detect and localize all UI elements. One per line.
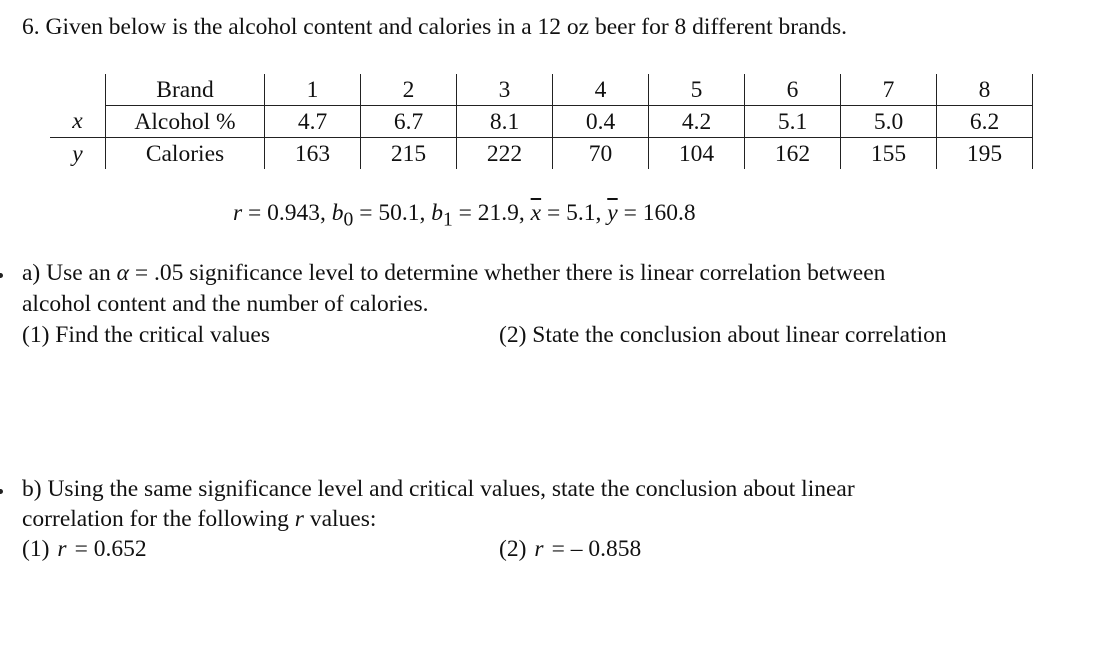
alpha-symbol: α <box>116 260 129 286</box>
r-symbol: r <box>233 200 243 226</box>
b0-symbol: b <box>331 200 344 226</box>
alcohol-cell: 6.7 <box>361 106 457 138</box>
b0-value: = 50.1, <box>353 200 432 226</box>
table-corner-cell <box>50 74 106 106</box>
question-a-bullet <box>0 273 3 278</box>
b1-subscript: 1 <box>442 209 453 231</box>
r-value-1: = 0.652 <box>74 536 147 562</box>
brand-cell: 5 <box>649 74 745 106</box>
alcohol-cell: 0.4 <box>553 106 649 138</box>
brand-label: Brand <box>106 74 265 106</box>
calories-cell: 215 <box>361 138 457 170</box>
y-bar-value: = 160.8 <box>617 200 696 226</box>
question-a-line-1 <box>22 260 885 287</box>
r-value-2: = – 0.858 <box>551 536 642 562</box>
question-b-text: correlation for the following <box>22 506 295 532</box>
part-label: (2) <box>499 536 527 562</box>
brand-cell: 4 <box>553 74 649 106</box>
question-a-line-2: alcohol content and the number of calories. <box>22 291 429 317</box>
table-header-row <box>50 74 1033 106</box>
brand-cell: 6 <box>745 74 841 106</box>
question-b-part-1 <box>22 536 147 563</box>
brand-cell: 1 <box>265 74 361 106</box>
part-label: (1) <box>22 536 50 562</box>
x-bar-symbol: $\overline{x}$ <box>530 200 542 226</box>
brand-cell: 2 <box>361 74 457 106</box>
b0-subscript: 0 <box>343 209 354 231</box>
r-variable: r <box>534 536 544 562</box>
calories-cell: 70 <box>553 138 649 170</box>
y-bar-symbol: $\overline{y}$ <box>607 200 618 226</box>
x-variable-label: x <box>50 106 106 138</box>
question-b-part-2 <box>499 536 641 563</box>
calories-cell: 222 <box>457 138 553 170</box>
question-a-part-2: (2) State the conclusion about linear correlation <box>499 322 947 348</box>
question-b-line-1: b) Using the same significance level and critical values, state the conclusion about linear <box>22 476 855 502</box>
x-bar-value: = 5.1, <box>541 200 608 226</box>
regression-statistics <box>233 200 696 232</box>
alcohol-cell: 4.7 <box>265 106 361 138</box>
alcohol-cell: 4.2 <box>649 106 745 138</box>
alcohol-cell: 8.1 <box>457 106 553 138</box>
question-b-bullet <box>0 489 3 494</box>
table-row-calories <box>50 138 1033 170</box>
alcohol-label: Alcohol % <box>106 106 265 138</box>
calories-label: Calories <box>106 138 265 170</box>
alcohol-cell: 5.1 <box>745 106 841 138</box>
data-table <box>50 74 1033 169</box>
r-variable: r <box>294 506 304 532</box>
calories-cell: 195 <box>937 138 1033 170</box>
calories-cell: 155 <box>841 138 937 170</box>
r-variable: r <box>57 536 67 562</box>
alcohol-cell: 6.2 <box>937 106 1033 138</box>
question-a-text: a) Use an <box>22 260 117 286</box>
question-b-line-2 <box>22 506 376 533</box>
question-a-text: = .05 significance level to determine whether there is linear correlation between <box>128 260 886 286</box>
calories-cell: 163 <box>265 138 361 170</box>
brand-cell: 8 <box>937 74 1033 106</box>
calories-cell: 104 <box>649 138 745 170</box>
question-b-text: values: <box>303 506 377 532</box>
problem-heading: 6. Given below is the alcohol content and calories in a 12 oz beer for 8 different brands. <box>22 14 848 40</box>
question-a-part-1: (1) Find the critical values <box>22 322 270 348</box>
brand-cell: 7 <box>841 74 937 106</box>
brand-cell: 3 <box>457 74 553 106</box>
b1-value: = 21.9, <box>452 200 531 226</box>
alcohol-cell: 5.0 <box>841 106 937 138</box>
table-row-alcohol <box>50 106 1033 138</box>
b1-symbol: b <box>431 200 443 226</box>
y-variable-label: y <box>72 140 83 167</box>
r-value: = 0.943, <box>242 200 332 226</box>
calories-cell: 162 <box>745 138 841 170</box>
